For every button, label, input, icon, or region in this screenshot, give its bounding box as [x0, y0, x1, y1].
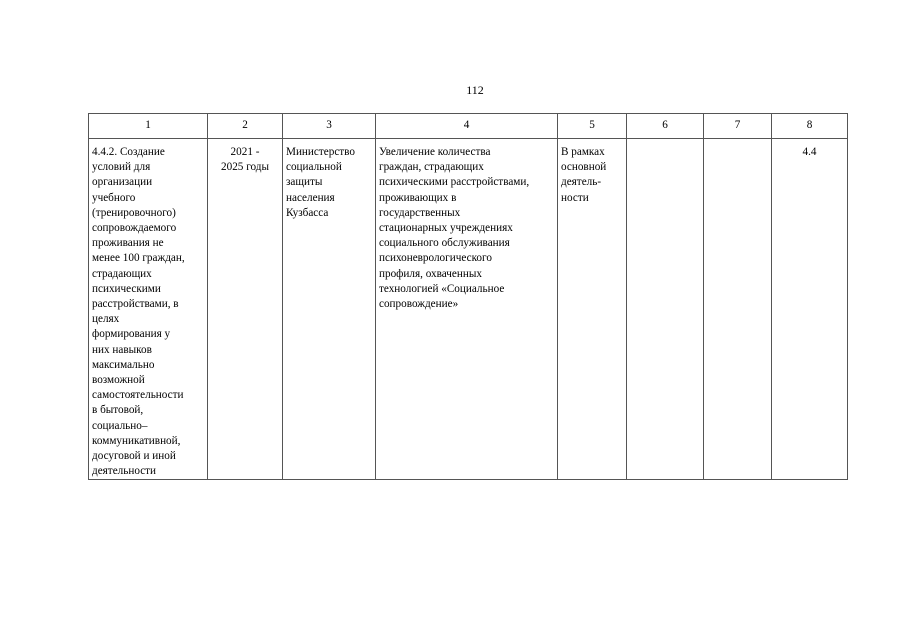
result-cell — [376, 139, 558, 480]
period-cell — [208, 139, 283, 480]
col7-cell — [704, 139, 772, 480]
executor-text: Министерство социальной защиты населения Кузбасса — [286, 146, 355, 219]
header-cell-7: 7 — [704, 114, 772, 139]
table-header-row — [89, 114, 848, 139]
funding-cell — [558, 139, 627, 480]
col6-cell — [627, 139, 704, 480]
header-cell-4: 4 — [376, 114, 558, 139]
funding-text: В рамках основной деятель- ности — [561, 146, 607, 204]
period-text: 2021 - 2025 годы — [221, 146, 269, 174]
header-cell-3: 3 — [283, 114, 376, 139]
page-number: 112 — [466, 83, 484, 97]
executor-cell — [283, 139, 376, 480]
program-table — [88, 113, 848, 480]
header-cell-8: 8 — [772, 114, 848, 139]
col7-text — [704, 139, 771, 145]
header-cell-2: 2 — [208, 114, 283, 139]
reference-cell — [772, 139, 848, 480]
header-cell-6: 6 — [627, 114, 704, 139]
header-cell-1: 1 — [89, 114, 208, 139]
header-cell-5: 5 — [558, 114, 627, 139]
table-row — [89, 139, 848, 480]
measure-cell — [89, 139, 208, 480]
measure-text: 4.4.2. Создание условий для организации учебного (тренировочного) сопровождаемого проживания не менее 100 граждан, страдающих психическими расстройствами, в целях формирования у них навыков максимально возможной самостоятельности в бытовой, социально– коммуникативной, досуговой и иной деятельности — [92, 146, 185, 478]
col6-text — [627, 139, 703, 145]
result-text: Увеличение количества граждан, страдающих психическими расстройствами, проживающих в государственных стационарных учреждениях социального обслуживания психоневрологического профиля, охваченных технологией «Социальное сопровождение» — [379, 146, 530, 311]
reference-text: 4.4 — [802, 146, 817, 158]
